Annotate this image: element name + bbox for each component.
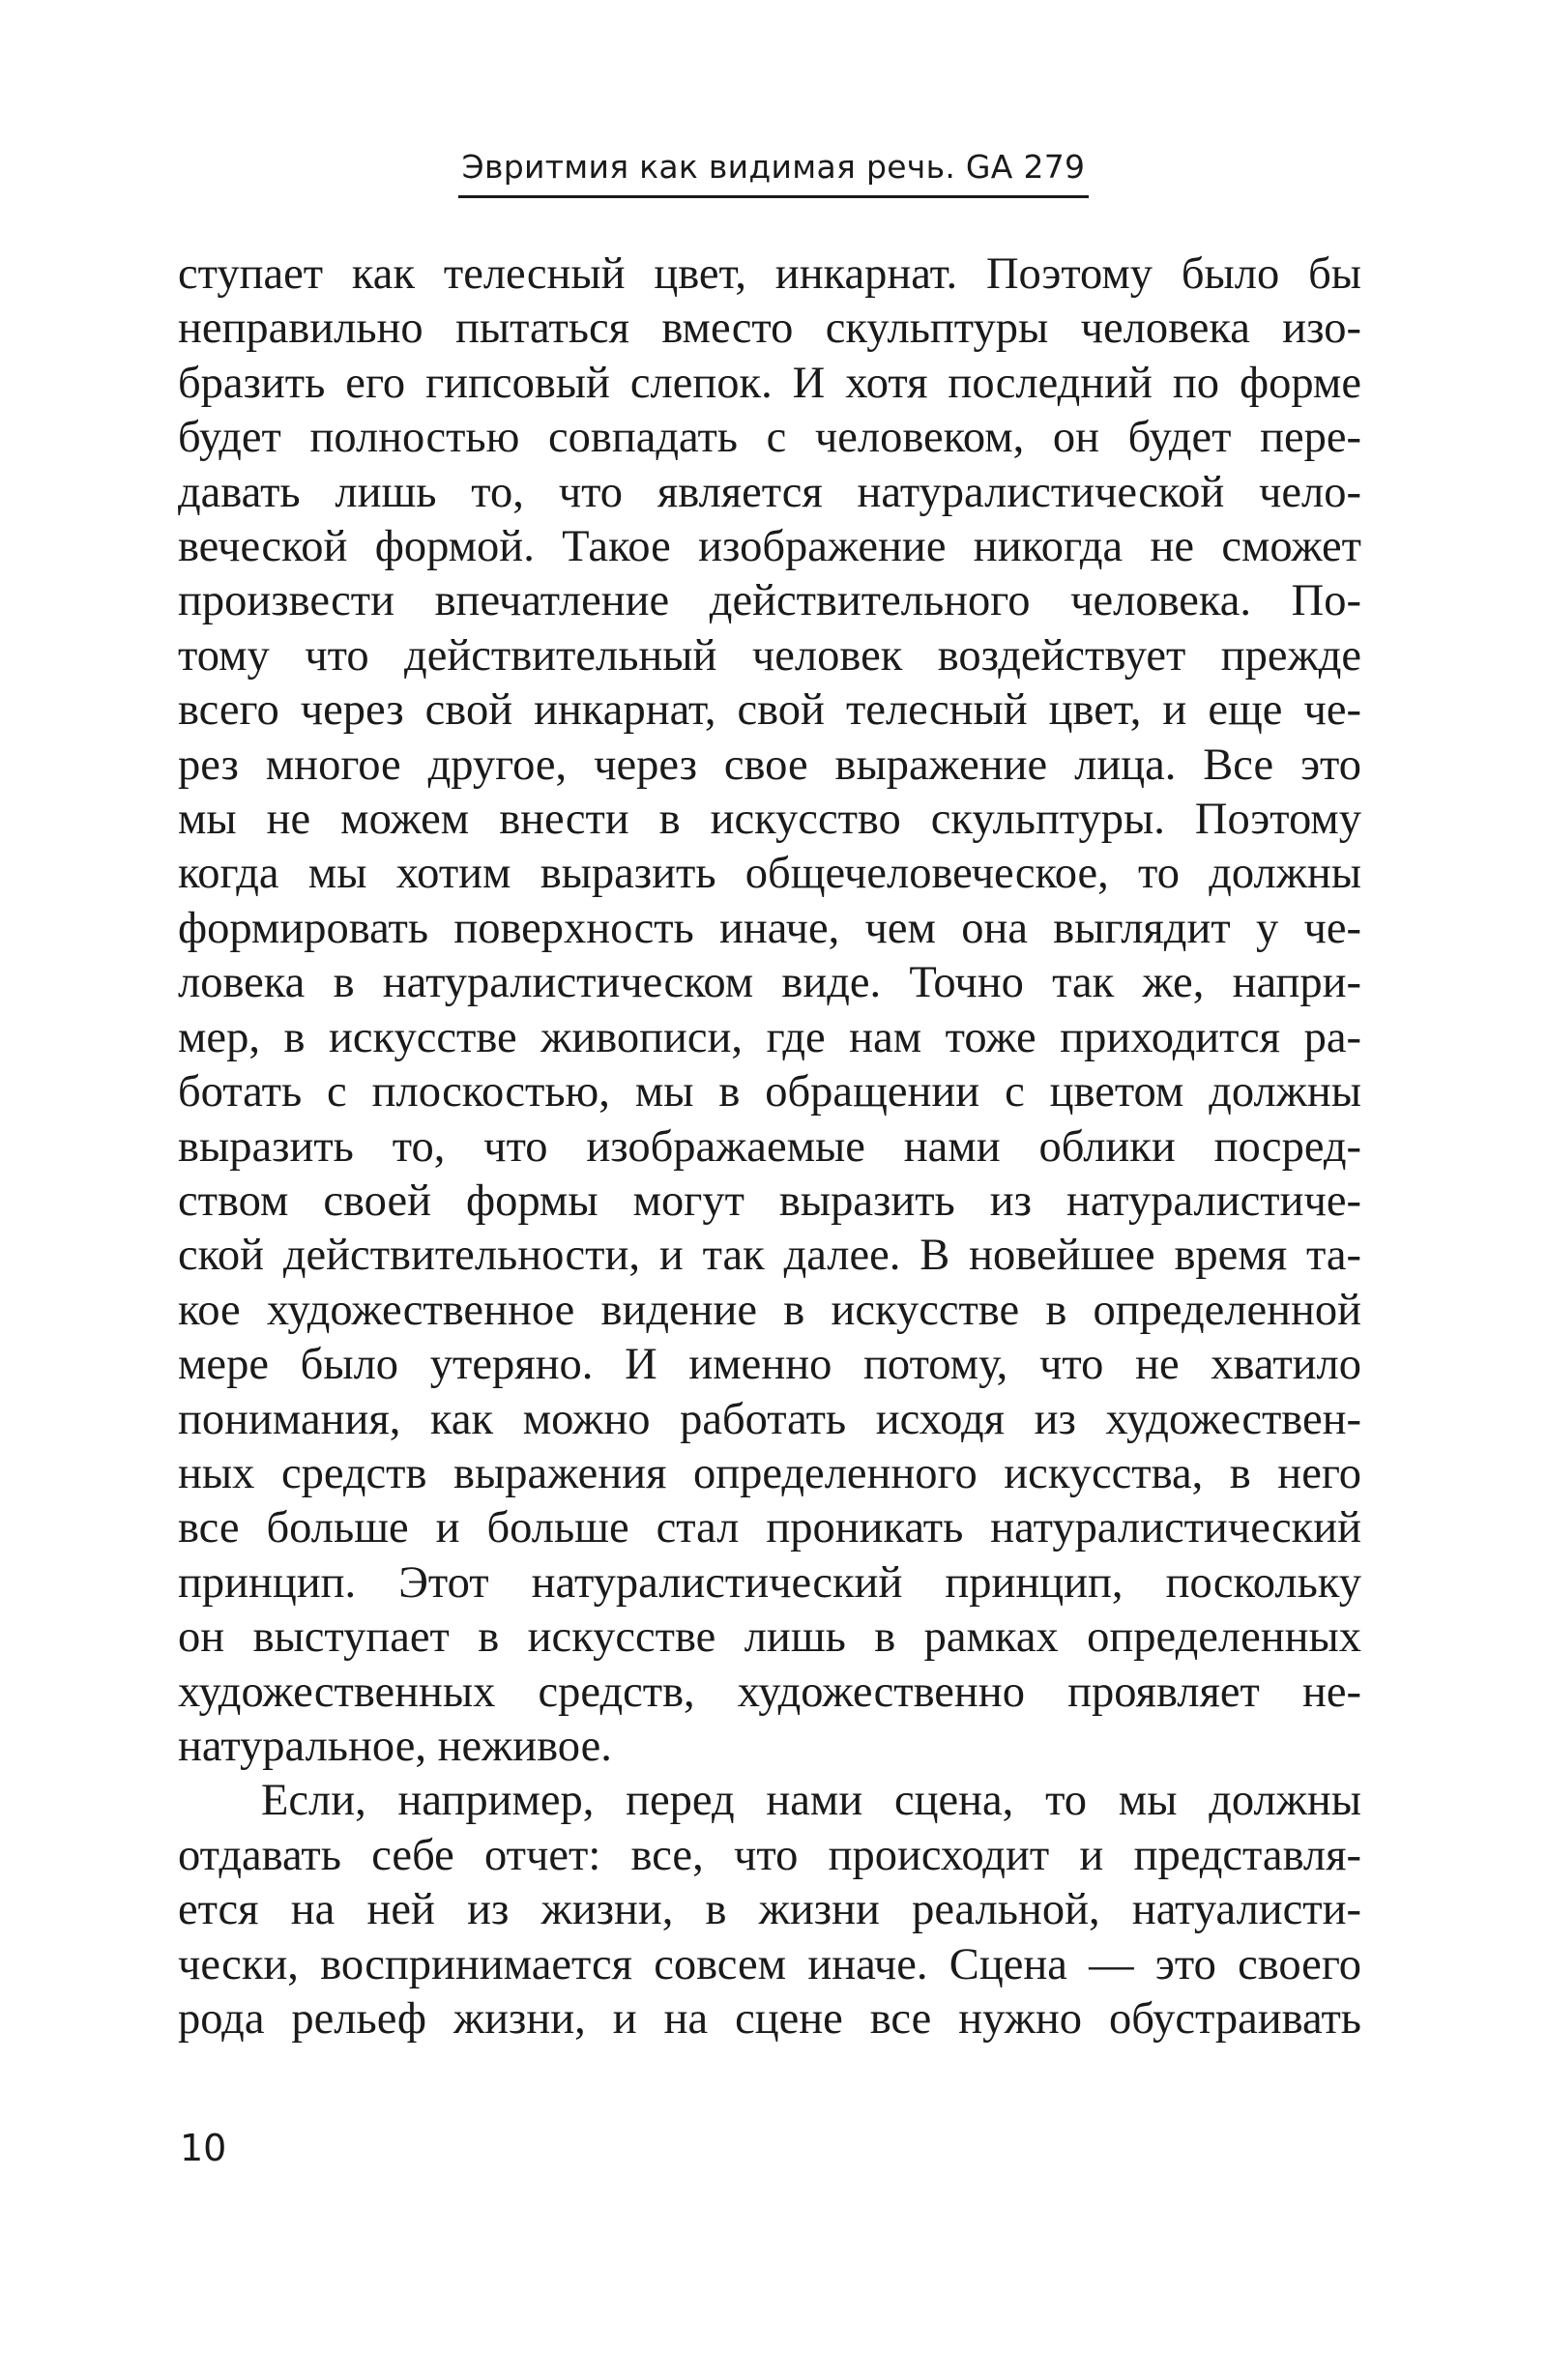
text-line: кое художественное видение в искусстве в определенной: [178, 1285, 1361, 1335]
text-line: ловека в натуралистическом виде. Точно так же, напри-: [178, 958, 1361, 1008]
text-line: выразить то, что изображаемые нами облики посред-: [178, 1121, 1361, 1172]
text-line: он выступает в искусстве лишь в рамках определенных: [178, 1612, 1361, 1663]
text-line: ступает как телесный цвет, инкарнат. Поэтому было бы: [178, 249, 1361, 299]
text-line: ботать с плоскостью, мы в обращении с цветом должны: [178, 1067, 1361, 1117]
paragraph-2: [178, 1774, 1361, 2046]
main-text: [178, 247, 1361, 2046]
text-line: мере было утеряно. И именно потому, что не хватило: [178, 1340, 1361, 1390]
running-title: Эвритмия как видимая речь. GA 279: [458, 145, 1090, 198]
text-line: бразить его гипсовый слепок. И хотя последний по форме: [178, 358, 1361, 408]
text-line: ных средств выражения определенного искусства, в него: [178, 1448, 1361, 1498]
text-line: тому что действительный человек воздействует прежде: [178, 630, 1361, 681]
paragraph-1: [178, 247, 1361, 1774]
running-header: [0, 145, 1547, 198]
text-line: будет полностью совпадать с человеком, он будет пере-: [178, 413, 1361, 463]
text-line: ством своей формы могут выразить из натуралистиче-: [178, 1175, 1361, 1226]
text-line: когда мы хотим выразить общечеловеческое, то должны: [178, 849, 1361, 899]
text-line: формировать поверхность иначе, чем она выглядит у че-: [178, 903, 1361, 953]
text-line: натуральное, неживое.: [178, 1721, 612, 1771]
text-line: художественных средств, художественно проявляет не-: [178, 1667, 1361, 1717]
text-line: давать лишь то, что является натуралистической чело-: [178, 467, 1361, 517]
text-line: все больше и больше стал проникать натуралистический: [178, 1503, 1361, 1553]
text-line: рода рельеф жизни, и на сцене все нужно обустраивать: [178, 1994, 1361, 2044]
text-line: произвести впечатление действительного человека. По-: [178, 576, 1361, 626]
text-line: ской действительности, и так далее. В новейшее время та-: [178, 1231, 1361, 1281]
text-line: отдавать себе отчет: все, что происходит и представля-: [178, 1830, 1361, 1880]
text-line: неправильно пытаться вместо скульптуры человека изо-: [178, 304, 1361, 354]
text-line: чески, воспринимается совсем иначе. Сцена — это своего: [178, 1939, 1361, 1989]
text-line: ется на ней из жизни, в жизни реальной, натуалисти-: [178, 1885, 1361, 1935]
text-line: принцип. Этот натуралистический принцип, поскольку: [178, 1557, 1361, 1608]
page-number: 10: [180, 2127, 227, 2169]
text-line: веческой формой. Такое изображение никогда не сможет: [178, 522, 1361, 572]
text-line: мер, в искусстве живописи, где нам тоже приходится ра-: [178, 1012, 1361, 1062]
text-line: понимания, как можно работать исходя из художествен-: [178, 1394, 1361, 1444]
text-line: Если, например, перед нами сцена, то мы должны: [261, 1776, 1361, 1826]
text-line: мы не можем внести в искусство скульптуры. Поэтому: [178, 795, 1361, 845]
text-line: рез многое другое, через свое выражение лица. Все это: [178, 740, 1361, 790]
text-line: всего через свой инкарнат, свой телесный цвет, и еще че-: [178, 685, 1361, 736]
